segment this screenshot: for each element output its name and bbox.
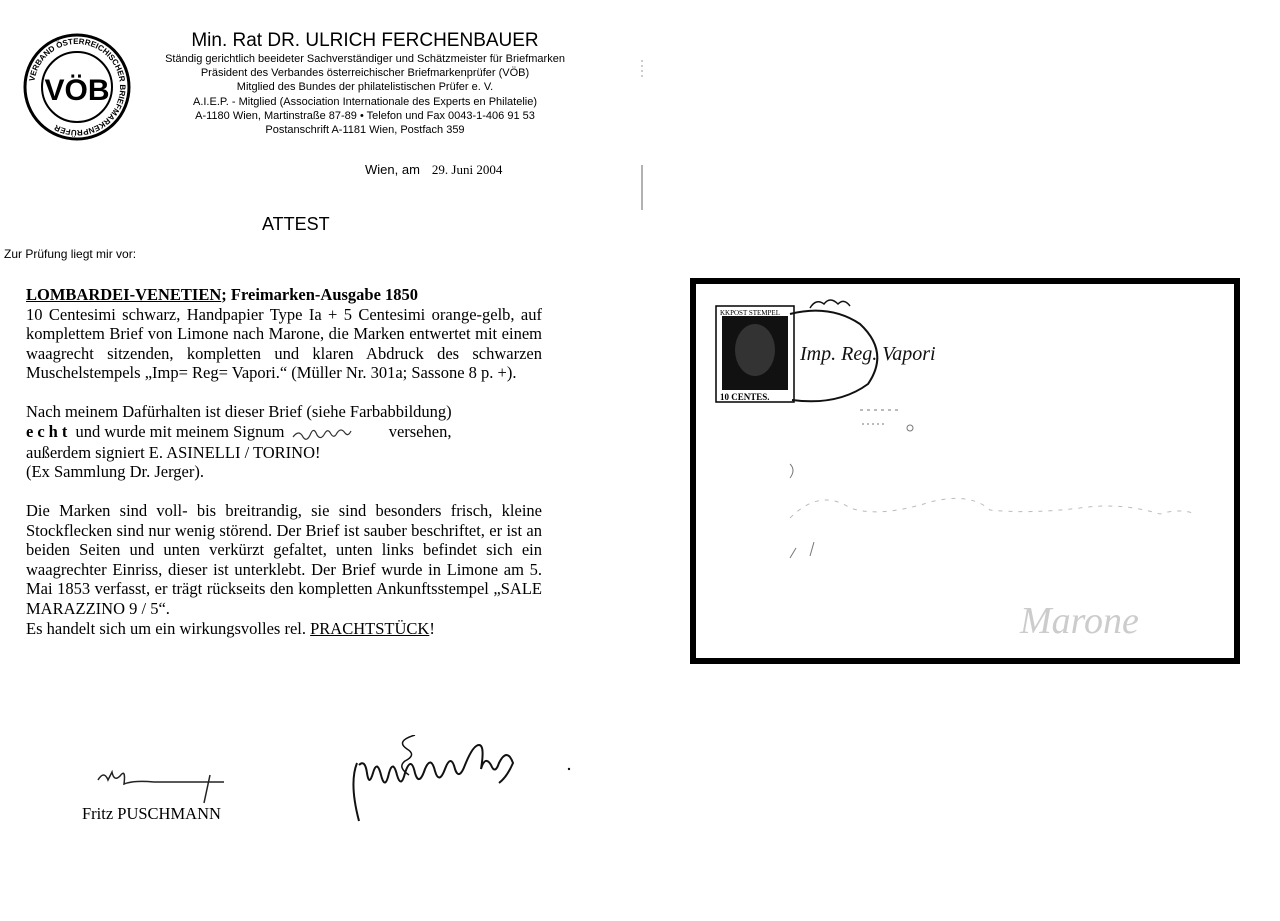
intro-text: Zur Prüfung liegt mir vor: [4, 247, 137, 261]
signatory-name: Fritz PUSCHMANN [82, 804, 221, 823]
opinion-line-1: Nach meinem Dafürhalten ist dieser Brief (siehe Farbabbildung) [26, 401, 452, 421]
conclusion-end: ! [429, 618, 435, 638]
subject-issue: ; Freimarken-Ausgabe 1850 [221, 285, 419, 304]
cover-photo [690, 278, 1240, 664]
expert-name: Min. Rat DR. ULRICH FERCHENBAUER [191, 30, 539, 51]
signature-puschmann [90, 760, 230, 805]
letterhead [140, 30, 590, 137]
date-line [365, 162, 502, 178]
letterhead-line: Postanschrift A-1181 Wien, Postfach 359 [265, 124, 465, 137]
letterhead-line: Präsident des Verbandes österreichischer Briefmarkenprüfer (VÖB) [200, 67, 530, 80]
conclusion-text: Es handelt sich um ein wirkungsvolles rel. [26, 618, 311, 638]
conclusion-highlight: PRACHTSTÜCK [310, 618, 430, 638]
letterhead-line: A-1180 Wien, Martinstraße 87-89 • Telefon und Fax 0043-1-406 91 53 [195, 109, 535, 122]
address-text: Marone [1020, 600, 1139, 642]
opinion-line-2a: und wurde mit meinem Signum [71, 421, 289, 441]
opinion-line-3: außerdem signiert E. ASINELLI / TORINO! [26, 442, 321, 462]
opinion-line-4: (Ex Sammlung Dr. Jerger). [26, 462, 204, 482]
paragraph-opinion [26, 402, 542, 482]
date-label: Wien, am [365, 162, 420, 177]
letterhead-line: A.I.E.P. - Mitglied (Association Internationale des Experts en Philatelie) [192, 95, 538, 108]
paragraph-description: 10 Centesimi schwarz, Handpapier Type Ia + 5 Centesimi orange-gelb, auf komplettem Brief von Limone nach Marone, die Marken entwertet mit einem waagrecht sitzenden, kompletten und klaren Abdruck des schwarzen Muschelstempels „Imp= Reg= Vapori.“ (Müller Nr. 301a; Sassone 8 p. +). [26, 304, 542, 383]
document-title: ATTEST [262, 214, 330, 234]
voeb-seal-logo [22, 32, 132, 142]
attest-body [26, 285, 542, 638]
fold-line-divider [641, 60, 643, 210]
letterhead-line: Mitglied des Bundes der philatelistischen Prüfer e. V. [236, 81, 494, 94]
date-value: 29. Juni 2004 [431, 162, 503, 177]
stamp-bottom-text: 10 CENTES. [720, 392, 770, 402]
signature-ferchenbauer [345, 735, 575, 830]
letterhead-line: Ständig gerichtlich beeideter Sachverständiger und Schätzmeister für Briefmarken [165, 53, 565, 65]
stamp-top-text: KKPOST STEMPEL [720, 309, 780, 317]
echt-word: echt [26, 421, 72, 441]
stamp-10-centesimi [716, 306, 794, 402]
mini-signature-icon [289, 423, 385, 443]
seal-center-text: VÖB [44, 74, 110, 107]
subject-area: LOMBARDEI-VENETIEN [26, 285, 222, 304]
postmark-text: Imp. Reg. Vapori [800, 343, 936, 365]
paragraph-conclusion [26, 619, 542, 639]
opinion-line-2b: versehen, [384, 421, 452, 441]
seal-ring-text: VERBAND ÖSTERREICHISCHER BRIEFMARKENPRÜFER [27, 36, 128, 138]
paragraph-condition: Die Marken sind voll- bis breitrandig, sie sind besonders frisch, kleine Stockflecken sind nur wenig störend. Der Brief ist sauber beschriftet, er ist an beiden Seiten und unten verkürzt gefaltet, unten links befindet sich ein waagrechter Einriss, dieser ist unterklebt. Der Brief wurde in Limone am 5. Mai 1853 verfasst, er trägt rückseits den kompletten Ankunftsstempel „SALE MARAZZINO 9 / 5“. [26, 500, 542, 618]
